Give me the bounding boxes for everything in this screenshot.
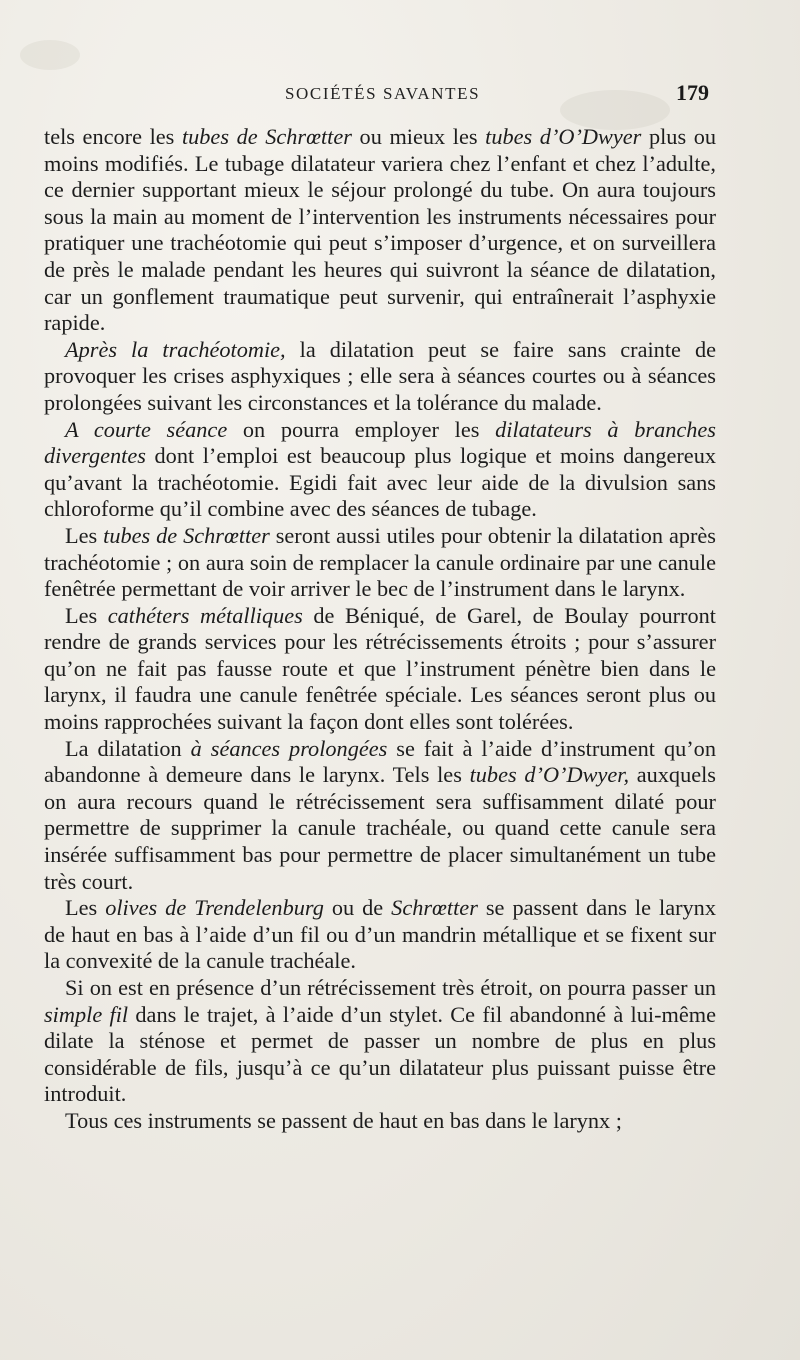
text-run: La dilatation: [65, 735, 191, 761]
italic-text: Schrœtter: [391, 895, 478, 921]
running-title: SOCIÉTÉS SAVANTES: [285, 84, 481, 103]
italic-text: tubes d’O’Dwyer,: [469, 762, 630, 788]
text-run: se fait à l’aide d’instrument qu’on abandonne à demeure dans le larynx. Tels les: [44, 735, 716, 788]
paragraph: [44, 603, 716, 736]
text-run: Les: [65, 522, 104, 548]
text-run: auxquels on aura recours quand le rétrécissement sera suffisamment dilaté pour permettre de supprimer la canule trachéale, ou quand cette canule sera insérée suffisamment bas pour permettre de placer simultanément un tube très court.: [44, 762, 716, 894]
text-run: Si on est en présence d’un rétrécissement très étroit, on pourra passer un: [65, 975, 716, 1000]
paragraph: [44, 736, 716, 896]
italic-text: tubes d’O’Dwyer: [485, 124, 642, 149]
text-run: on pourra employer les: [227, 416, 496, 442]
italic-text: A courte séance: [65, 416, 228, 442]
italic-text: tubes de Schrœtter: [181, 124, 352, 149]
text-run: dans le trajet, à l’aide d’un stylet. Ce fil abandonné à lui-même dilate la sténose et permet de passer un nombre de plus en plus considérable de fils, jusqu’à ce qu’un dilatateur plus puissant puisse être introduit.: [44, 1001, 716, 1107]
text-run: plus ou moins modifiés. Le tubage dilatateur variera chez l’enfant et chez l’adulte, ce dernier supportant mieux le séjour prolongé du tube. On aura toujours sous la main au moment de l’intervention les instruments nécessaires pour pratiquer une trachéotomie qui peut s’imposer d’urgence, et on surveillera de près le malade pendant les heures qui suivront la séance de dilatation, car un gonflement traumatique peut survenir, qui entraînerait l’asphyxie rapide.: [44, 124, 717, 336]
page-number: 179: [676, 80, 709, 105]
text-run: dont l’emploi est beaucoup plus logique et moins dangereux qu’avant la trachéotomie. Egidi fait avec leur aide de la divulsion sans chloroforme qu’il combine avec des séances de tubage.: [44, 443, 716, 522]
paragraph: [44, 337, 716, 417]
text-run: Les: [65, 895, 106, 921]
italic-text: olives de Trendelenburg: [105, 895, 324, 921]
text-run: se passent dans le larynx de haut en bas à l’aide d’un fil ou d’un mandrin métallique et se fixent sur la convexité de la canule trachéale.: [44, 895, 716, 974]
italic-text: dilatateurs à branches divergentes: [44, 416, 716, 469]
text-run: la dilatation peut se faire sans crainte de provoquer les crises asphyxiques ; elle sera à séances courtes ou à séances prolongées suivant les circonstances et la tolérance du malade.: [44, 336, 716, 415]
paragraph: [44, 523, 716, 603]
text-run: ou de: [323, 895, 392, 921]
paragraph: [44, 1108, 716, 1135]
text-run: tels encore les: [44, 124, 182, 149]
italic-text: tubes de Schrœtter: [103, 522, 270, 548]
running-header: [0, 78, 800, 110]
italic-text: à séances prolongées: [190, 735, 388, 761]
text-run: Les: [65, 602, 108, 628]
paragraph: [44, 975, 716, 1108]
text-run: ou mieux les: [351, 124, 486, 149]
text-run: Tous ces instruments se passent de haut en bas dans le larynx ;: [65, 1107, 622, 1133]
page-smudge: [20, 40, 80, 70]
paragraph: [44, 417, 716, 523]
italic-text: cathéters métalliques: [107, 602, 303, 628]
text-run: seront aussi utiles pour obtenir la dilatation après trachéotomie ; on aura soin de remplacer la canule ordinaire par une canule fenêtrée permettant de voir arriver le bec de l’instrument dans le larynx.: [44, 522, 716, 602]
italic-text: simple fil: [44, 1001, 129, 1027]
text-run: de Béniqué, de Garel, de Boulay pourront rendre de grands services pour les rétrécissements étroits ; pour s’assurer qu’on ne fait pas fausse route et que l’instrument pénètre bien dans le larynx, il faudra une canule fenêtrée spéciale. Les séances seront plus ou moins rapprochées suivant la façon dont elles sont tolérées.: [44, 602, 716, 735]
italic-text: Après la trachéotomie,: [65, 336, 286, 362]
paragraph: [44, 895, 716, 975]
paragraph: [44, 124, 716, 337]
body-text: [44, 124, 716, 1135]
